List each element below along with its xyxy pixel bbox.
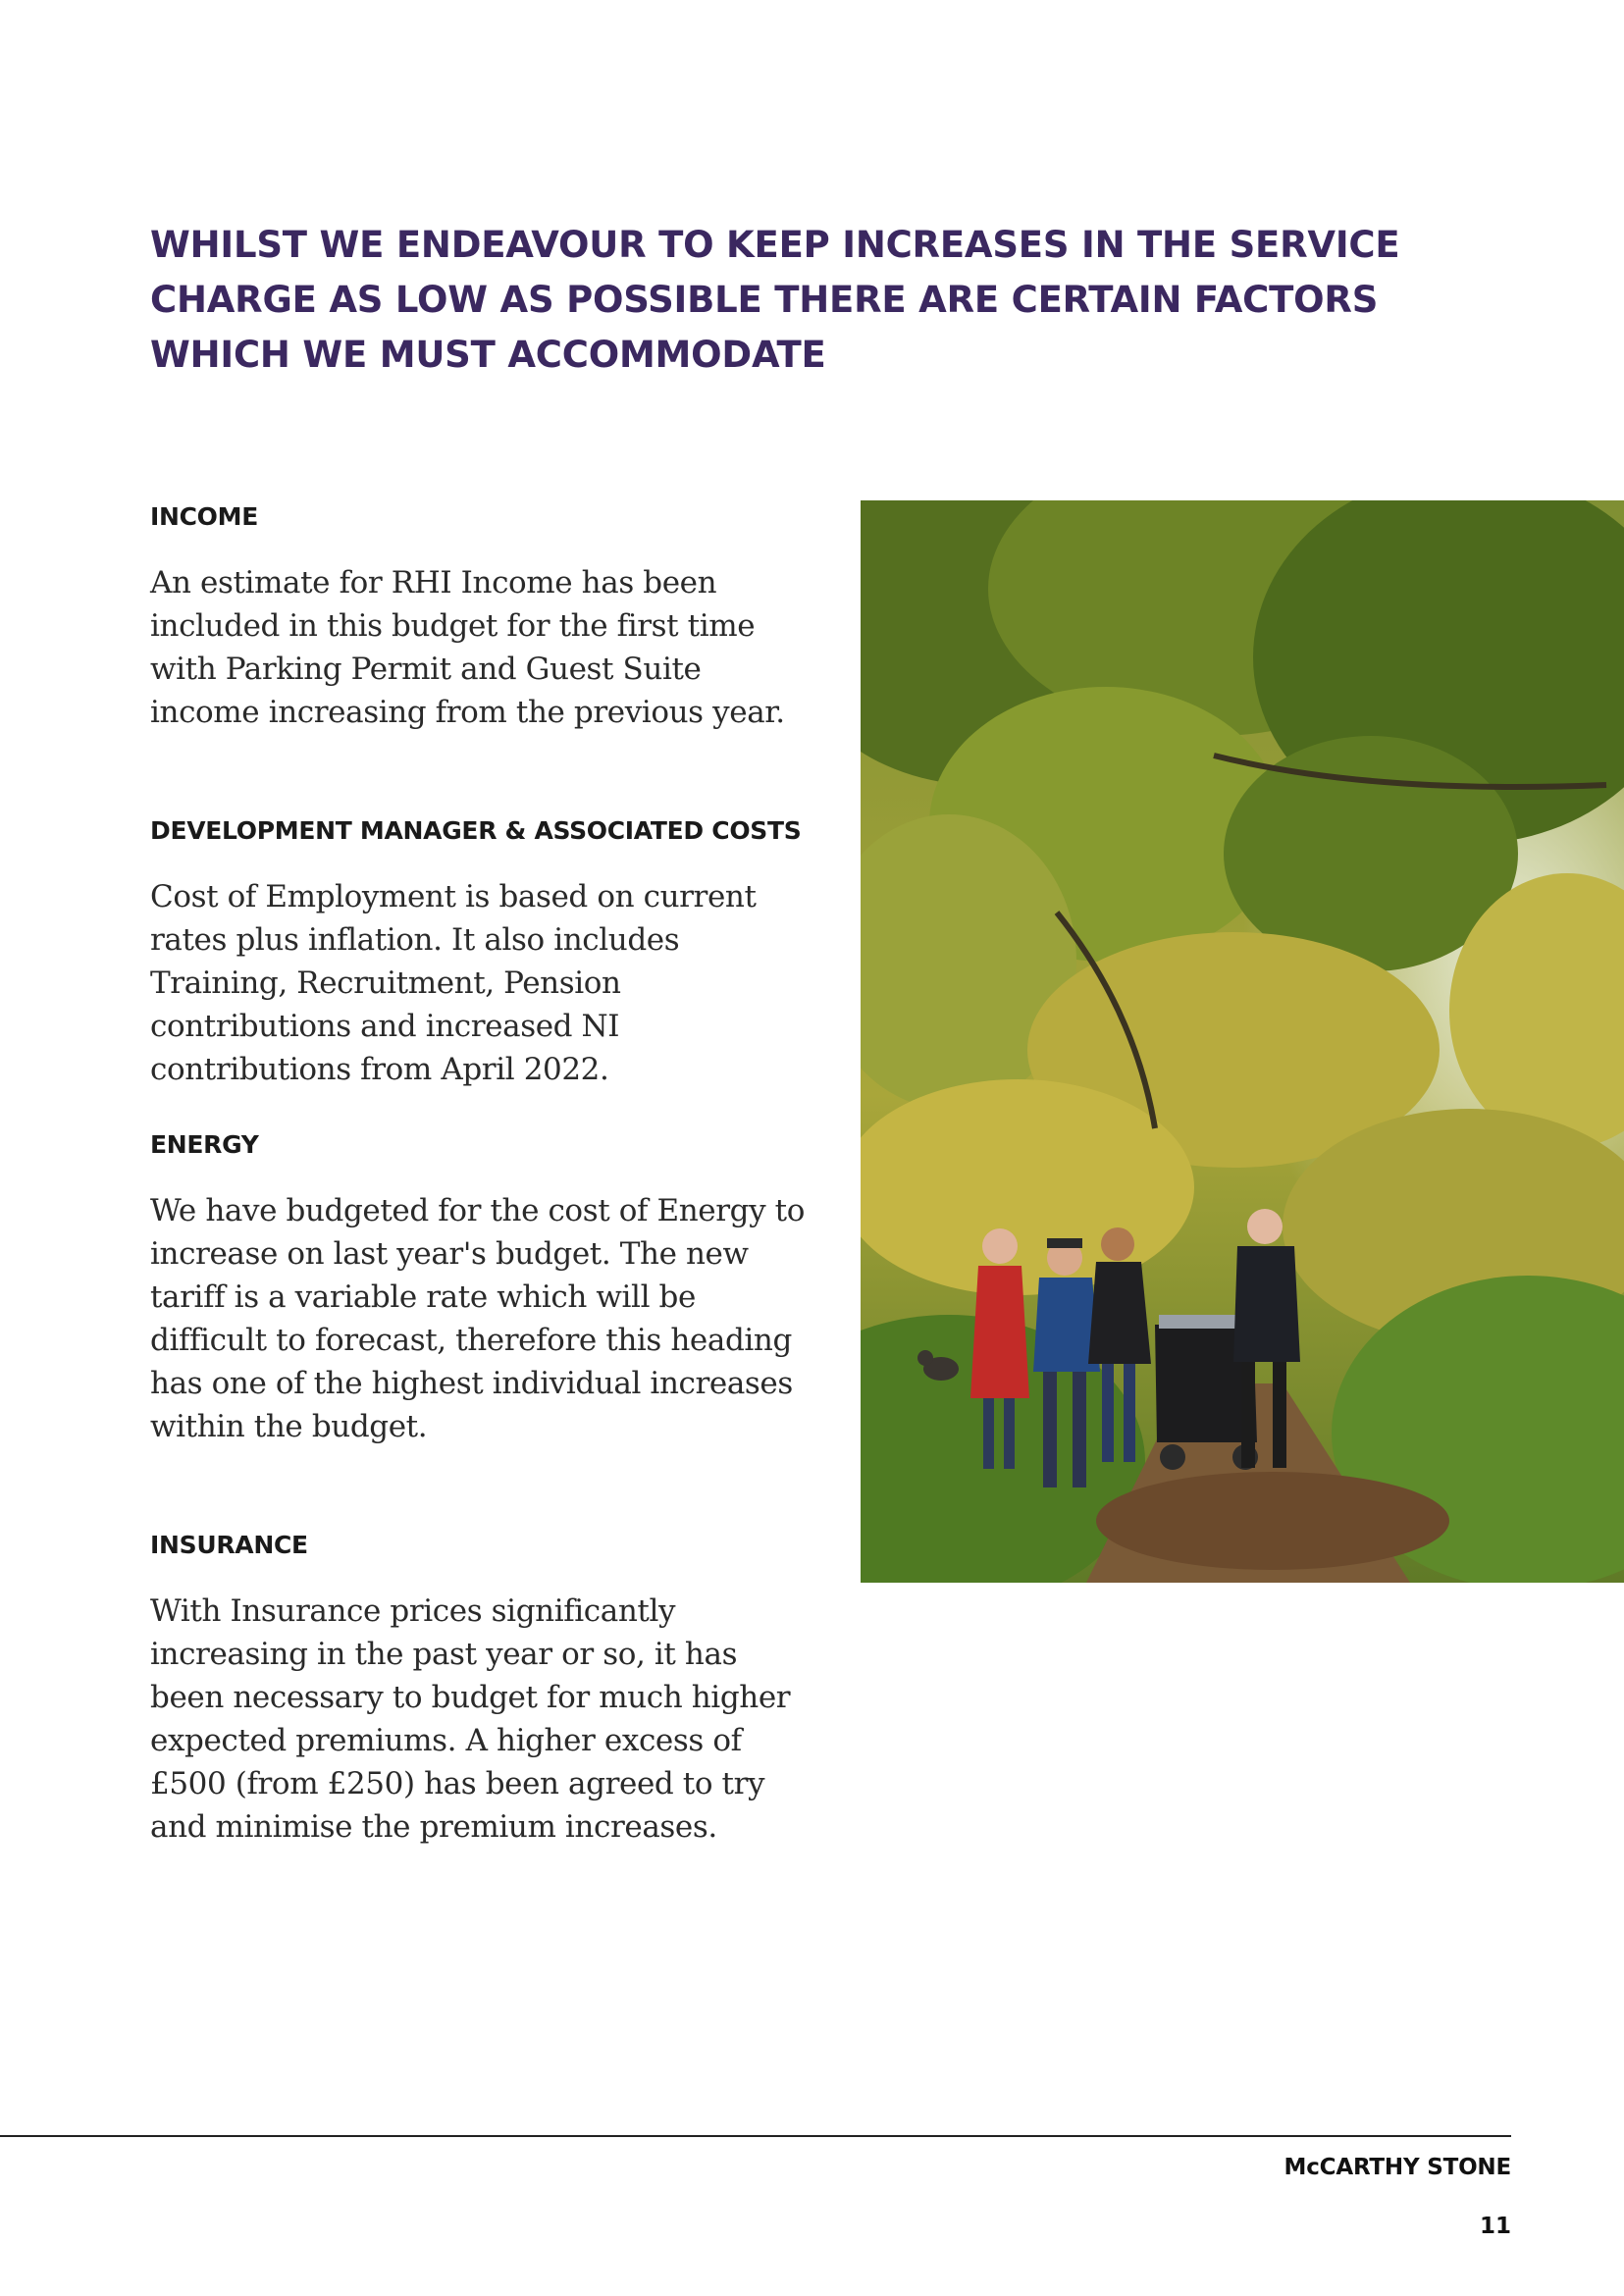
page-number: 11 <box>1479 2214 1511 2239</box>
page-title: WHILST WE ENDEAVOUR TO KEEP INCREASES IN THE SERVICE CHARGE AS LOW AS POSSIBLE THERE ARE CERTAIN FACTORS WHICH WE MUST ACCOMMODATE <box>150 224 1400 376</box>
section-body-insurance: With Insurance prices significantly increasing in the past year or so, it has been necessary to budget for much higher expected premiums. A higher excess of £500 (from £250) has been agreed to try and minimise the premium increases. <box>150 1593 791 1845</box>
section-insurance <box>150 1531 857 1849</box>
section-heading-insurance: INSURANCE <box>150 1531 308 1559</box>
section-heading-income: INCOME <box>150 502 258 531</box>
footer-divider <box>0 2135 1511 2137</box>
family-walk-photo <box>861 500 1624 1583</box>
section-development-manager <box>150 816 857 1091</box>
section-body-development-manager: Cost of Employment is based on current rates plus inflation. It also includes Training, Recruitment, Pension contributions and increased NI contributions from April 2022. <box>150 879 757 1087</box>
section-energy <box>150 1130 857 1448</box>
section-income <box>150 502 857 734</box>
footer-brand: McCARTHY STONE <box>1283 2155 1511 2180</box>
section-body-energy: We have budgeted for the cost of Energy to increase on last year's budget. The new tariff is a variable rate which will be difficult to forecast, therefore this heading has one of the highest individual increases within the budget. <box>150 1193 806 1444</box>
section-heading-development-manager: DEVELOPMENT MANAGER & ASSOCIATED COSTS <box>150 816 802 845</box>
section-heading-energy: ENERGY <box>150 1130 259 1159</box>
section-body-income: An estimate for RHI Income has been included in this budget for the first time with Parking Permit and Guest Suite income increasing from the previous year. <box>150 565 785 730</box>
